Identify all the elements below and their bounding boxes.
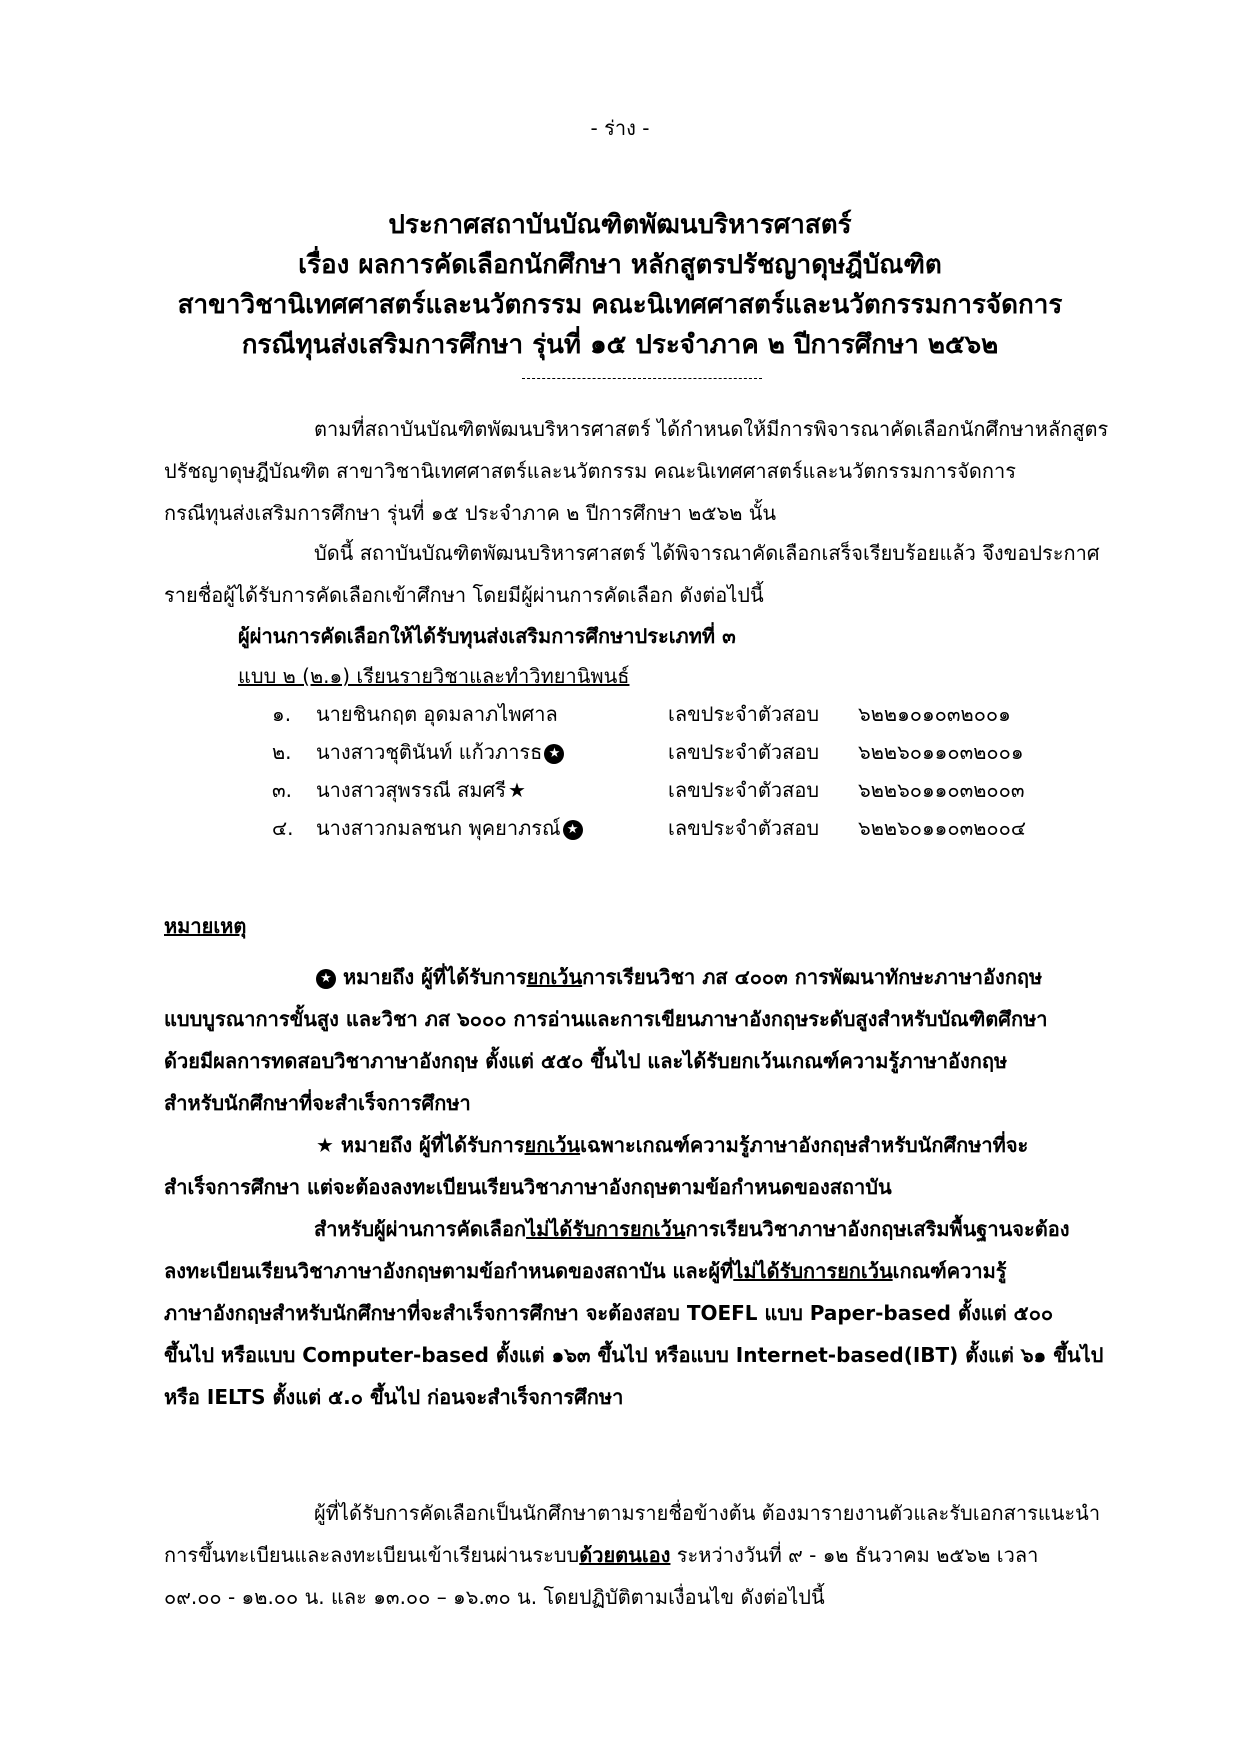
- circled-star-icon: ★: [316, 969, 336, 989]
- remark-3-underlined: ไม่ได้รับการยกเว้น: [526, 1217, 686, 1241]
- candidate-name-text: นางสาวกมลชนก พุคยาภรณ์: [316, 816, 561, 840]
- candidate-name: [316, 698, 558, 730]
- report-paragraph: [164, 1492, 1124, 1618]
- star-icon: ★: [316, 1133, 334, 1157]
- remark-1-line-3: ด้วยมีผลการทดสอบวิชาภาษาอังกฤษ ตั้งแต่ ๕๕๐ ขึ้นไป และได้รับยกเว้นเกณฑ์ความรู้ภาษาอังกฤษ: [164, 1049, 1008, 1073]
- circled-star-icon: ★: [544, 744, 564, 764]
- announcement-header: [0, 205, 1240, 365]
- exam-id-label: เลขประจำตัวสอบ: [668, 778, 820, 802]
- exam-id: ๖๒๒๖๐๑๑๐๓๒๐๐๑: [858, 740, 1024, 764]
- remark-1-underlined: ยกเว้น: [526, 965, 583, 989]
- exam-id-label: เลขประจำตัวสอบ: [668, 740, 820, 764]
- remark-3-line-5: หรือ IELTS ตั้งแต่ ๕.๐ ขึ้นไป ก่อนจะสำเร็จการศึกษา: [164, 1385, 624, 1409]
- remark-1-line-4: สำหรับนักศึกษาที่จะสำเร็จการศึกษา: [164, 1091, 471, 1115]
- candidate-row: [272, 774, 1092, 812]
- exam-id-label: เลขประจำตัวสอบ: [668, 816, 820, 840]
- exam-id: ๖๒๒๖๐๑๑๐๓๒๐๐๓: [858, 778, 1025, 802]
- intro-line-3: กรณีทุนส่งเสริมการศึกษา รุ่นที่ ๑๕ ประจำภาค ๒ ปีการศึกษา ๒๕๖๒ นั้น: [164, 501, 777, 525]
- remark-3-text-b: การเรียนวิชาภาษาอังกฤษเสริมพื้นฐานจะต้อง: [685, 1217, 1070, 1241]
- announcement-paragraph: [164, 532, 1124, 616]
- remark-3-l2-text-b: เกณฑ์ความรู้: [892, 1259, 1007, 1283]
- header-line-3: สาขาวิชานิเทศศาสตร์และนวัตกรรม คณะนิเทศศาสตร์และนวัตกรรมการจัดการ: [177, 290, 1063, 320]
- report-line-2-text-a: การขึ้นทะเบียนและลงทะเบียนเข้าเรียนผ่านระบบ: [164, 1543, 580, 1567]
- candidate-row: [272, 736, 1092, 774]
- report-line-2-text-b: ระหว่างวันที่ ๙ - ๑๒ ธันวาคม ๒๕๖๒ เวลา: [670, 1543, 1039, 1567]
- star-icon: ★: [507, 778, 526, 802]
- header-line-2: เรื่อง ผลการคัดเลือกนักศึกษา หลักสูตรปรัชญาดุษฎีบัณฑิต: [298, 250, 942, 280]
- candidate-name: [316, 812, 583, 844]
- selection-type: แบบ ๒ (๒.๑) เรียนรายวิชาและทำวิทยานิพนธ์: [238, 664, 630, 688]
- remark-1-line-1: [164, 956, 1124, 998]
- exam-id-label: เลขประจำตัวสอบ: [668, 702, 820, 726]
- candidate-name: [316, 774, 526, 806]
- report-line-2: [164, 1534, 1124, 1576]
- remark-3-text-a: สำหรับผู้ผ่านการคัดเลือก: [314, 1217, 527, 1241]
- candidate-name: [316, 736, 564, 768]
- candidate-number: ๓.: [272, 778, 293, 802]
- exam-id: ๖๒๒๖๐๑๑๐๓๒๐๐๔: [858, 816, 1026, 840]
- remark-2-text-a: หมายถึง ผู้ที่ได้รับการ: [340, 1133, 525, 1157]
- intro-paragraph: [164, 408, 1124, 534]
- report-line-2-emphasis: ด้วยตนเอง: [579, 1543, 671, 1567]
- report-line-1: ผู้ที่ได้รับการคัดเลือกเป็นนักศึกษาตามรายชื่อข้างต้น ต้องมารายงานตัวและรับเอกสารแนะนำ: [314, 1501, 1101, 1525]
- circled-star-icon: ★: [563, 820, 583, 840]
- candidate-name-text: นางสาวชุตินันท์ แก้วภารธ: [316, 740, 543, 764]
- candidate-number: ๒.: [272, 740, 292, 764]
- remark-3-line-2: [164, 1250, 1124, 1292]
- header-divider: [522, 378, 762, 379]
- report-line-3: ๐๙.๐๐ - ๑๒.๐๐ น. และ ๑๓.๐๐ – ๑๖.๓๐ น. โดยปฏิบัติตามเงื่อนไข ดังต่อไปนี้: [164, 1585, 825, 1609]
- remark-2-line-2: สำเร็จการศึกษา แต่จะต้องลงทะเบียนเรียนวิชาภาษาอังกฤษตามข้อกำหนดของสถาบัน: [164, 1175, 892, 1199]
- remark-3-line-3: ภาษาอังกฤษสำหรับนักศึกษาที่จะสำเร็จการศึกษา จะต้องสอบ TOEFL แบบ Paper-based ตั้งแต่ ๕๐๐: [164, 1301, 1054, 1325]
- announcement-line-1: บัดนี้ สถาบันบัณฑิตพัฒนบริหารศาสตร์ ได้พิจารณาคัดเลือกเสร็จเรียบร้อยแล้ว จึงขอประกาศ: [314, 541, 1100, 565]
- candidate-row: [272, 812, 1092, 850]
- candidate-row: [272, 698, 1092, 736]
- remark-2-text-b: เฉพาะเกณฑ์ความรู้ภาษาอังกฤษสำหรับนักศึกษาที่จะ: [580, 1133, 1029, 1157]
- candidate-number: ๑.: [272, 702, 292, 726]
- header-line-4: กรณีทุนส่งเสริมการศึกษา รุ่นที่ ๑๕ ประจำภาค ๒ ปีการศึกษา ๒๕๖๒: [241, 330, 999, 360]
- remark-1-text-b: การเรียนวิชา ภส ๔๐๐๓ การพัฒนาทักษะภาษาอังกฤษ: [582, 965, 1043, 989]
- exam-id: ๖๒๒๑๐๑๐๓๒๐๐๑: [858, 702, 1011, 726]
- remark-1-line-2: แบบบูรณาการขั้นสูง และวิชา ภส ๖๐๐๐ การอ่านและการเขียนภาษาอังกฤษระดับสูงสำหรับบัณฑิตศึกษา: [164, 1007, 1048, 1031]
- remark-3-line-1: [164, 1208, 1124, 1250]
- remark-3-line-4: ขึ้นไป หรือแบบ Computer-based ตั้งแต่ ๑๖๓ ขึ้นไป หรือแบบ Internet-based(IBT) ตั้งแต่ ๖๑ ขึ้นไป: [164, 1343, 1104, 1367]
- intro-line-1: ตามที่สถาบันบัณฑิตพัฒนบริหารศาสตร์ ได้กำหนดให้มีการพิจารณาคัดเลือกนักศึกษาหลักสูตร: [314, 417, 1109, 441]
- remark-3-l2-text-a: ลงทะเบียนเรียนวิชาภาษาอังกฤษตามข้อกำหนดของสถาบัน และผู้ที่: [164, 1259, 734, 1283]
- intro-line-2: ปรัชญาดุษฎีบัณฑิต สาขาวิชานิเทศศาสตร์และนวัตกรรม คณะนิเทศศาสตร์และนวัตกรรมการจัดการ: [164, 459, 1016, 483]
- remarks-title: หมายเหตุ: [164, 914, 247, 938]
- header-line-1: ประกาศสถาบันบัณฑิตพัฒนบริหารศาสตร์: [388, 210, 852, 240]
- candidate-name-text: นายชินกฤต อุดมลาภไพศาล: [316, 702, 558, 726]
- remark-2-line-1: [164, 1124, 1124, 1166]
- remark-2-underlined: ยกเว้น: [524, 1133, 581, 1157]
- remarks-body: [164, 956, 1124, 1418]
- selection-heading: ผู้ผ่านการคัดเลือกให้ได้รับทุนส่งเสริมการศึกษาประเภทที่ ๓: [238, 624, 736, 648]
- candidate-name-text: นางสาวสุพรรณี สมศรี: [316, 778, 506, 802]
- announcement-line-2: รายชื่อผู้ได้รับการคัดเลือกเข้าศึกษา โดยมีผู้ผ่านการคัดเลือก ดังต่อไปนี้: [164, 583, 764, 607]
- remark-1-text-a: หมายถึง ผู้ที่ได้รับการ: [342, 965, 527, 989]
- candidate-number: ๔.: [272, 816, 294, 840]
- candidate-list: [272, 698, 1092, 850]
- draft-label: - ร่าง -: [590, 116, 650, 140]
- remark-3-l2-underlined: ไม่ได้รับการยกเว้น: [733, 1259, 893, 1283]
